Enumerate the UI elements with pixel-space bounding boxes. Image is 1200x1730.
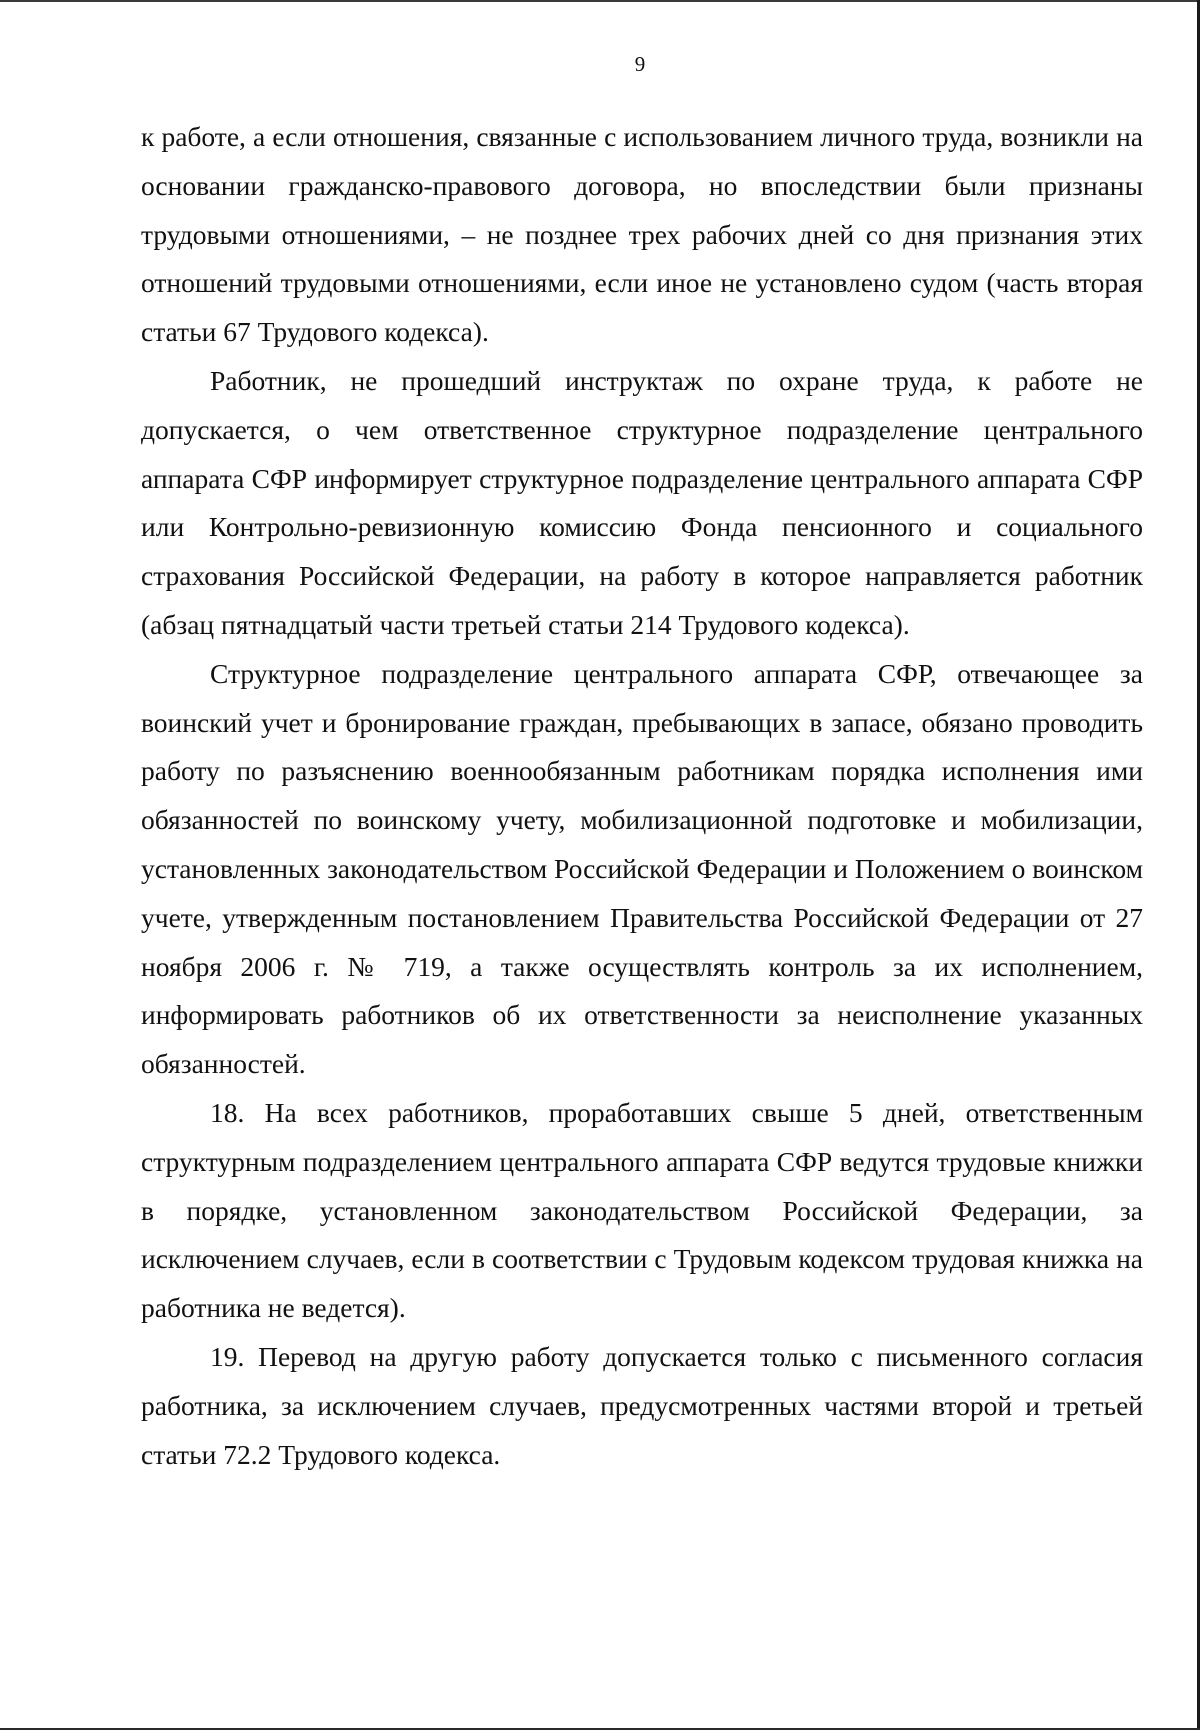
- paragraph-employment-relations: к работе, а если отношения, связанные с использованием личного труда, возникли на основании гражданско-правового договора, но впоследствии были признаны трудовыми отношениями, – не позднее трех рабочих дней со дня признания этих отношений трудовыми отношениями, если иное не установлено судом (часть вторая статьи 67 Трудового кодекса).: [141, 121, 1143, 348]
- document-body: [141, 113, 1143, 1479]
- paragraph-item-19-transfer: 19. Перевод на другую работу допускается только с письменного согласия работника, за исключением случаев, предусмотренных частями второй и третьей статьи 72.2 Трудового кодекса.: [141, 1340, 1143, 1470]
- paragraph-safety-briefing: Работник, не прошедший инструктаж по охране труда, к работе не допускается, о чем ответственное структурное подразделение центрального аппарата СФР информирует структурное подразделение центрального аппарата СФР или Контрольно-ревизионную комиссию Фонда пенсионного и социального страхования Российской Федерации, на работу в которое направляется работник (абзац пятнадцатый части третьей статьи 214 Трудового кодекса).: [141, 364, 1143, 640]
- paragraph-military-registration: Структурное подразделение центрального аппарата СФР, отвечающее за воинский учет и бронирование граждан, пребывающих в запасе, обязано проводить работу по разъяснению военнообязанным работникам порядка исполнения ими обязанностей по воинскому учету, мобилизационной подготовке и мобилизации, установленных законодательством Российской Федерации и Положением о воинском учете, утвержденным постановлением Правительства Российской Федерации от 27 ноября 2006 г. № 719, а также осуществлять контроль за их исполнением, информировать работников об их ответственности за неисполнение указанных обязанностей.: [141, 657, 1143, 1080]
- page-number: 9: [634, 52, 646, 76]
- paragraph-item-18-work-books: 18. На всех работников, проработавших свыше 5 дней, ответственным структурным подразделением центрального аппарата СФР ведутся трудовые книжки в порядке, установленном законодательством Российской Федерации, за исключением случаев, если в соответствии с Трудовым кодексом трудовая книжка на работника не ведется).: [141, 1096, 1143, 1324]
- scan-edge-top: [0, 0, 1200, 2]
